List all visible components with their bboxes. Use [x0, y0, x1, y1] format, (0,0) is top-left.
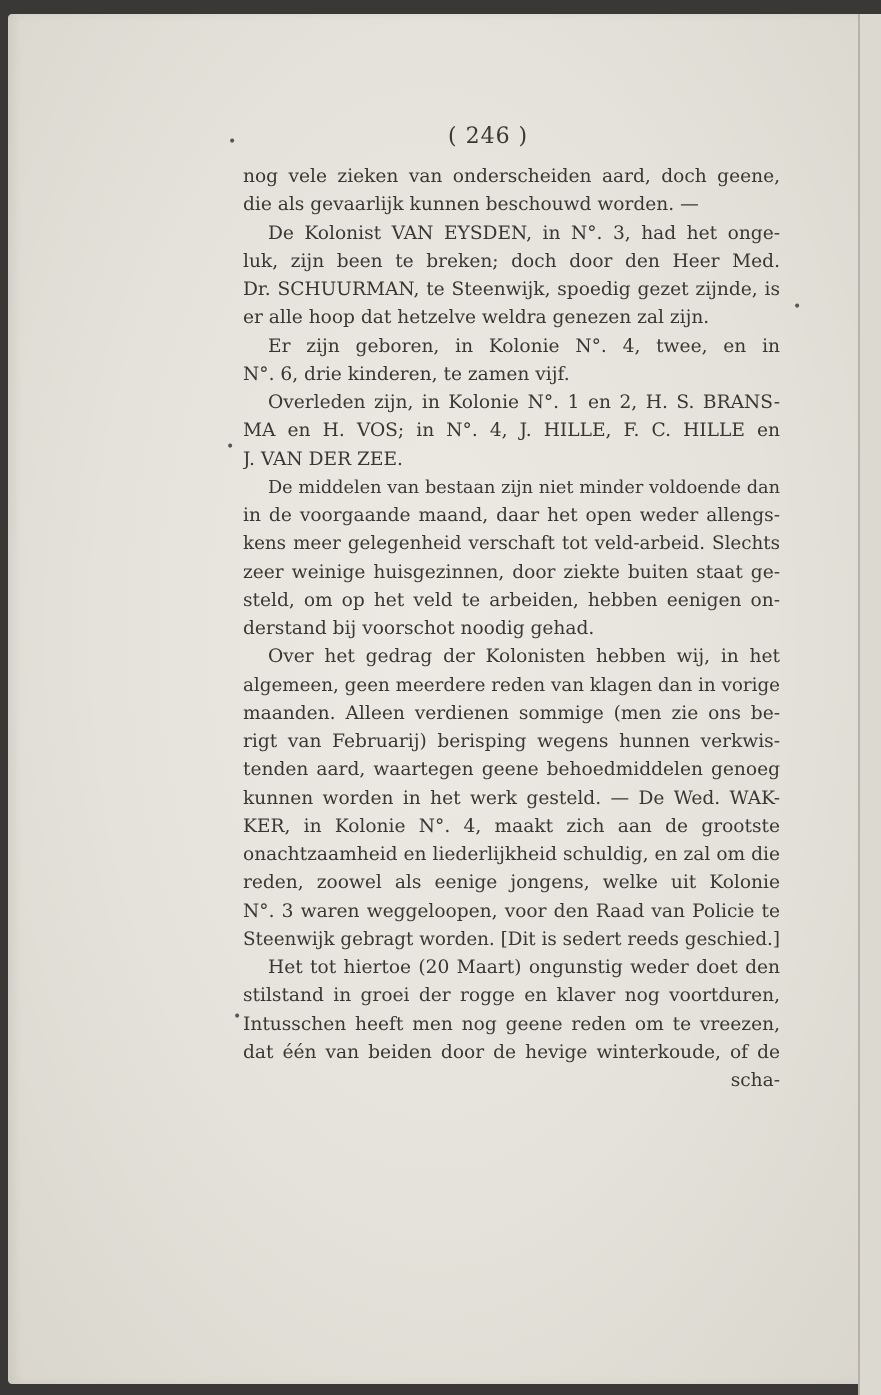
text-line: N°. 6, drie kinderen, te zamen vijf.	[243, 363, 570, 385]
text-line: Het tot hiertoe (20 Maart) ongunstig weder doet den	[268, 957, 780, 978]
text-line: Steenwijk gebragt worden. [Dit is sedert reeds geschied.]	[243, 928, 780, 950]
text-line: in de voorgaande maand, daar het open weder allengs-	[243, 505, 780, 526]
text-line: onachtzaamheid en liederlijkheid schuldig, en zal om die	[243, 844, 780, 865]
text-line: Er zijn geboren, in Kolonie N°. 4, twee, en in	[268, 335, 780, 357]
text-line: rigt van Februarij) berisping wegens hunnen verkwis-	[243, 731, 780, 752]
text-line: Dr. SCHUURMAN, te Steenwijk, spoedig gezet zijnde, is	[243, 279, 780, 300]
adjacent-page-edge	[858, 14, 881, 1395]
text-line: MA en H. VOS; in N°. 4, J. HILLE, F. C. HILLE en	[243, 420, 780, 442]
text-line: kens meer gelegenheid verschaft tot veld-arbeid. Slechts	[243, 533, 780, 555]
text-line: derstand bij voorschot noodig gehad.	[243, 618, 595, 639]
text-line: die als gevaarlijk kunnen beschouwd worden. —	[243, 194, 699, 216]
text-line: Overleden zijn, in Kolonie N°. 1 en 2, H. S. BRANS-	[268, 392, 780, 413]
text-line: Intusschen heeft men nog geene reden om te vreezen,	[243, 1013, 780, 1035]
text-line: kunnen worden in het werk gesteld. — De Wed. WAK-	[243, 787, 780, 809]
text-line: dat één van beiden door de hevige winterkoude, of de	[243, 1041, 780, 1063]
text-line: reden, zoowel als eenige jongens, welke uit Kolonie	[243, 872, 780, 894]
text-line: Over het gedrag der Kolonisten hebben wij, in het	[268, 646, 780, 668]
right-margin-dot: •	[793, 299, 802, 315]
left-margin-dot: •	[233, 1009, 242, 1025]
text-line: KER, in Kolonie N°. 4, maakt zich aan de grootste	[243, 815, 780, 837]
text-line: luk, zijn been te breken; doch door den Heer Med.	[243, 250, 780, 272]
text-line: zeer weinige huisgezinnen, door ziekte buiten staat ge-	[243, 561, 780, 583]
text-line: J. VAN DER ZEE.	[243, 448, 403, 470]
text-line: nog vele zieken van onderscheiden aard, doch geene,	[243, 166, 780, 187]
page-number: ( 246 )	[448, 124, 529, 149]
text-line: maanden. Alleen verdienen sommige (men zie ons be-	[243, 702, 780, 724]
text-line: algemeen, geen meerdere reden van klagen dan in vorige	[243, 674, 780, 696]
left-margin-dot: •	[228, 134, 237, 150]
text-line: steld, om op het veld te arbeiden, hebben eenigen on-	[243, 589, 780, 611]
text-line: De middelen van bestaan zijn niet minder voldoende dan	[268, 477, 780, 498]
text-line: er alle hoop dat hetzelve weldra genezen zal zijn.	[243, 307, 710, 329]
catchword: scha-	[730, 1070, 780, 1091]
text-line: stilstand in groei der rogge en klaver nog voortduren,	[243, 985, 780, 1007]
text-line: De Kolonist VAN EYSDEN, in N°. 3, had het onge-	[268, 222, 780, 244]
text-line: N°. 3 waren weggeloopen, voor den Raad van Policie te	[243, 900, 780, 922]
text-line: tenden aard, waartegen geene behoedmiddelen genoeg	[243, 759, 780, 781]
page-body-text	[243, 163, 780, 1095]
left-margin-dot: •	[226, 439, 235, 455]
